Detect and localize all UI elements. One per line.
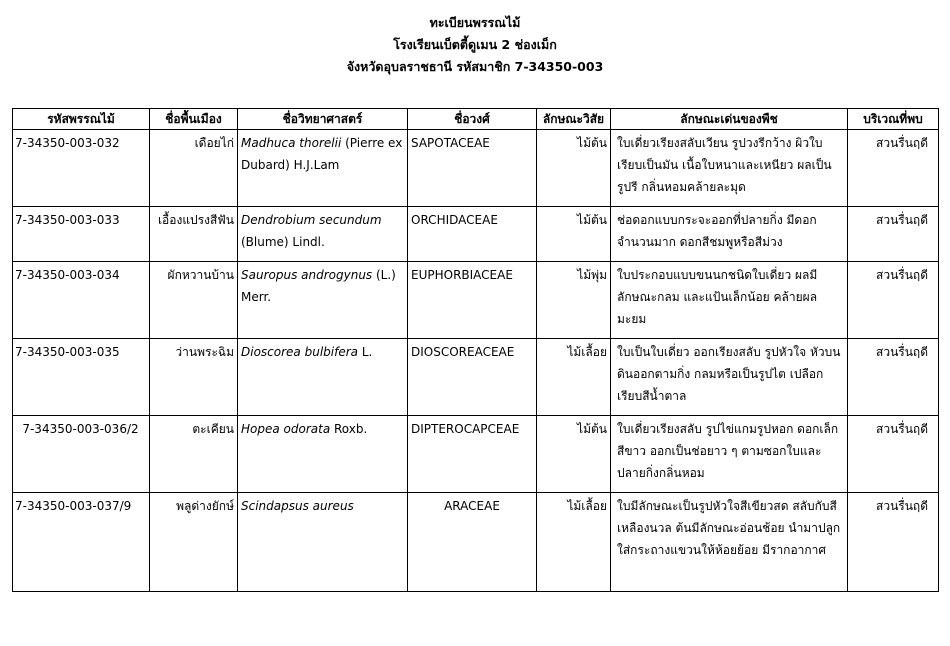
table-row [13, 493, 939, 592]
cell-code: 7-34350-003-032 [13, 130, 150, 207]
cell-family: ORCHIDACEAE [408, 207, 537, 262]
sci-name-italic: Scindapsus aureus [241, 499, 354, 513]
table-header-row [13, 109, 939, 130]
cell-habit: ไม้เลื้อย [537, 493, 611, 592]
cell-local-name: เดือยไก่ [150, 130, 238, 207]
cell-family: ARACEAE [408, 493, 537, 592]
cell-features: ใบมีลักษณะเป็นรูปหัวใจสีเขียวสด สลับกับสีเหลืองนวล ต้นมีลักษณะอ่อนช้อย นำมาปลูกใส่กระถางแขวนให้ห้อยย้อย มีรากอากาศ [611, 493, 848, 592]
cell-local-name: เอื้องแปรงสีฟัน [150, 207, 238, 262]
cell-local-name: ตะเคียน [150, 416, 238, 493]
col-header-scientific-name: ชื่อวิทยาศาสตร์ [238, 109, 408, 130]
sci-name-italic: Hopea odorata [241, 422, 331, 436]
cell-family: DIPTEROCAPCEAE [408, 416, 537, 493]
cell-area: สวนรื่นฤดี [848, 339, 939, 416]
sci-name-author: (Blume) Lindl. [241, 235, 325, 249]
title-school: โรงเรียนเบ็ตตี้ดูเมน 2 ช่องเม็ก [393, 37, 557, 52]
sci-name-italic: Madhuca thorelii [241, 136, 342, 150]
table-row [13, 339, 939, 416]
cell-habit: ไม้พุ่ม [537, 262, 611, 339]
sci-name-author: L. [358, 345, 373, 359]
cell-habit: ไม้ต้น [537, 130, 611, 207]
sci-name-author: Roxb. [330, 422, 368, 436]
cell-code: 7-34350-003-034 [13, 262, 150, 339]
cell-local-name: ว่านพระฉิม [150, 339, 238, 416]
cell-scientific-name [238, 339, 408, 416]
sci-name-italic: Dioscorea bulbifera [241, 345, 358, 359]
cell-family: SAPOTACEAE [408, 130, 537, 207]
document-page [0, 12, 950, 646]
document-heading [0, 12, 950, 78]
cell-code: 7-34350-003-037/9 [13, 493, 150, 592]
title-registry: ทะเบียนพรรณไม้ [429, 15, 521, 30]
cell-features: ใบเป็นใบเดี่ยว ออกเรียงสลับ รูปหัวใจ หัวบนดินออกตามกิ่ง กลมหรือเป็นรูปไต เปลือกเรียบสีน้ำตาล [611, 339, 848, 416]
cell-habit: ไม้ต้น [537, 207, 611, 262]
title-province-member: จังหวัดอุบลราชธานี รหัสมาชิก 7-34350-003 [346, 59, 604, 74]
cell-scientific-name [238, 493, 408, 592]
table-row [13, 207, 939, 262]
cell-family: EUPHORBIACEAE [408, 262, 537, 339]
cell-area: สวนรื่นฤดี [848, 207, 939, 262]
table-row [13, 130, 939, 207]
col-header-features: ลักษณะเด่นของพืช [611, 109, 848, 130]
cell-local-name: พลูด่างยักษ์ [150, 493, 238, 592]
cell-features: ใบเดี่ยวเรียงสลับ รูปไข่แกมรูปหอก ดอกเล็กสีขาว ออกเป็นช่อยาว ๆ ตามซอกใบและปลายกิ่งกลิ่นหอม [611, 416, 848, 493]
cell-family: DIOSCOREACEAE [408, 339, 537, 416]
cell-habit: ไม้ต้น [537, 416, 611, 493]
cell-scientific-name [238, 207, 408, 262]
cell-scientific-name [238, 416, 408, 493]
cell-code: 7-34350-003-036/2 [13, 416, 150, 493]
cell-features: ใบเดี่ยวเรียงสลับเวียน รูปวงรีกว้าง ผิวใบเรียบเป็นมัน เนื้อใบหนาและเหนียว ผลเป็นรูปรี กลิ่นหอมคล้ายละมุด [611, 130, 848, 207]
cell-area: สวนรื่นฤดี [848, 493, 939, 592]
cell-code: 7-34350-003-033 [13, 207, 150, 262]
sci-name-author: (L.) Merr. [241, 268, 396, 304]
sci-name-italic: Dendrobium secundum [241, 213, 382, 227]
cell-features: ใบประกอบแบบขนนกชนิดใบเดี่ยว ผลมีลักษณะกลม และแป้นเล็กน้อย คล้ายผลมะยม [611, 262, 848, 339]
col-header-habit: ลักษณะวิสัย [537, 109, 611, 130]
col-header-local-name: ชื่อพื้นเมือง [150, 109, 238, 130]
cell-area: สวนรื่นฤดี [848, 130, 939, 207]
table-row [13, 416, 939, 493]
cell-code: 7-34350-003-035 [13, 339, 150, 416]
col-header-code: รหัสพรรณไม้ [13, 109, 150, 130]
cell-scientific-name [238, 262, 408, 339]
cell-area: สวนรื่นฤดี [848, 416, 939, 493]
plant-registry-table [12, 108, 939, 592]
cell-local-name: ผักหวานบ้าน [150, 262, 238, 339]
col-header-family: ชื่อวงศ์ [408, 109, 537, 130]
sci-name-italic: Sauropus androgynus [241, 268, 373, 282]
table-row [13, 262, 939, 339]
cell-scientific-name [238, 130, 408, 207]
cell-features: ช่อดอกแบบกระจะออกที่ปลายกิ่ง มีดอกจำนวนมาก ดอกสีชมพูหรือสีม่วง [611, 207, 848, 262]
cell-habit: ไม้เลื้อย [537, 339, 611, 416]
sci-name-author: (Pierre ex Dubard) H.J.Lam [241, 136, 403, 172]
col-header-area: บริเวณที่พบ [848, 109, 939, 130]
cell-area: สวนรื่นฤดี [848, 262, 939, 339]
